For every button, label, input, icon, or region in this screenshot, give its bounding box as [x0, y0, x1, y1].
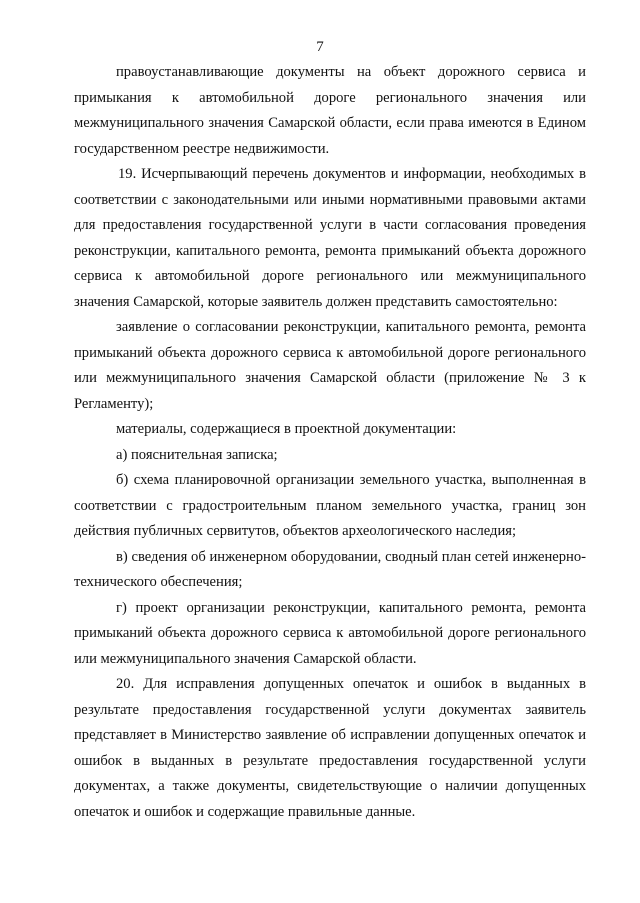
paragraph-continuation: правоустанавливающие документы на объект дорожного сервиса и примыкания к автомобильной дороге регионального значения или межмуниципального значения Самарской области, если права имеются в Едином государственном реестре недвижимости.: [74, 64, 586, 157]
paragraph-materials: материалы, содержащиеся в проектной документации:: [116, 421, 457, 437]
paragraph-item-19: 19. Исчерпывающий перечень документов и информации, необходимых в соответствии с законодательными или иными нормативными правовыми актами для предоставления государственной услуги в части согласования проведения реконструкции, капитального ремонта, ремонта примыканий объекта дорожного сервиса к автомобильной дороге регионального или межмуниципального значения Самарской, которые заявитель должен представить самостоятельно:: [74, 166, 586, 310]
list-item-a: а) пояснительная записка;: [116, 446, 278, 463]
list-item-v: в) сведения об инженерном оборудовании, сводный план сетей инженерно-технического обеспечения;: [74, 548, 586, 590]
paragraph-application: заявление о согласовании реконструкции, капитального ремонта, ремонта примыканий объекта дорожного сервиса к автомобильной дороге регионального или межмуниципального значения Самарской области (приложение № 3 к Регламенту);: [74, 319, 586, 412]
list-item-b: б) схема планировочной организации земельного участка, выполненная в соответствии с градостроительным планом земельного участка, границ зон действия публичных сервитутов, объектов археологического наследия;: [74, 472, 586, 539]
page-number: 7: [316, 39, 324, 55]
document-body: [74, 60, 586, 825]
paragraph-item-20: 20. Для исправления допущенных опечаток и ошибок в выданных в результате предоставления государственной услуги документах заявитель представляет в Министерство заявление об исправлении допущенных опечаток и ошибок в выданных в результате предоставления государственной услуги документах, а также документы, свидетельствующие о наличии допущенных опечаток и ошибок и содержащие правильные данные.: [74, 676, 586, 820]
list-item-g: г) проект организации реконструкции, капитального ремонта, ремонта примыканий объекта дорожного сервиса к автомобильной дороге регионального или межмуниципального значения Самарской области.: [74, 599, 586, 667]
